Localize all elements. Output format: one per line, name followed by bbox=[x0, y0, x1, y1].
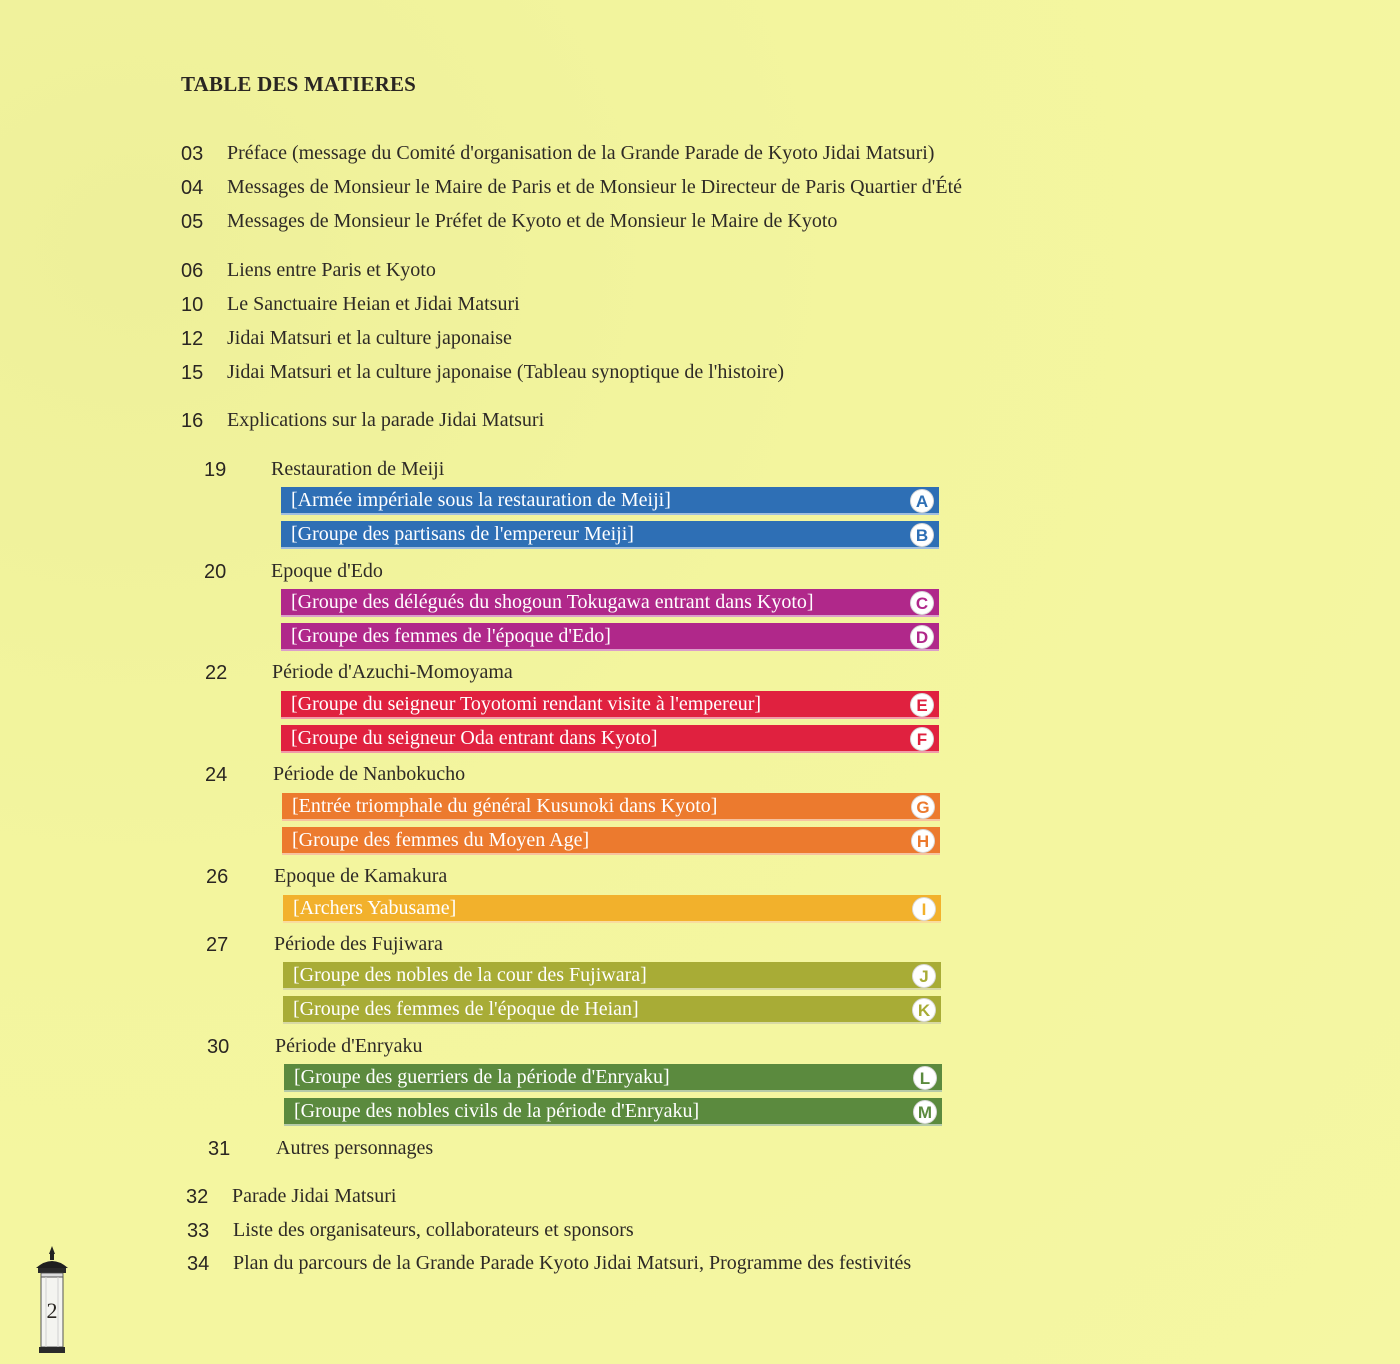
page-number: 32 bbox=[186, 1186, 209, 1208]
period-title: Epoque d'Edo bbox=[271, 560, 383, 582]
entry-title: Liens entre Paris et Kyoto bbox=[227, 259, 436, 281]
entry-title: Messages de Monsieur le Maire de Paris et de Monsieur le Directeur de Paris Quartier d'Été bbox=[227, 176, 963, 198]
page-number: 27 bbox=[206, 934, 229, 956]
group-bar-a[interactable] bbox=[281, 487, 939, 515]
group-bar-j[interactable] bbox=[283, 962, 941, 990]
entry-title: Parade Jidai Matsuri bbox=[232, 1185, 397, 1207]
group-label: [Groupe du seigneur Oda entrant dans Kyoto] bbox=[291, 727, 658, 749]
page-number: 20 bbox=[204, 561, 227, 583]
group-bar-d[interactable] bbox=[281, 623, 939, 651]
page-number: 04 bbox=[181, 177, 204, 199]
group-label: [Groupe des délégués du shogoun Tokugawa entrant dans Kyoto] bbox=[291, 591, 814, 613]
group-label: [Groupe des partisans de l'empereur Meiji] bbox=[291, 523, 634, 545]
period-title: Période d'Enryaku bbox=[275, 1035, 423, 1057]
group-badge: I bbox=[912, 897, 936, 921]
group-label: [Armée impériale sous la restauration de Meiji] bbox=[291, 489, 671, 511]
entry-title: Jidai Matsuri et la culture japonaise bbox=[227, 327, 512, 349]
page-number: 33 bbox=[187, 1220, 210, 1242]
period-title: Autres personnages bbox=[276, 1137, 434, 1159]
page-number: 15 bbox=[181, 362, 204, 384]
group-label: [Groupe des guerriers de la période d'Enryaku] bbox=[294, 1066, 670, 1088]
page-title: TABLE DES MATIERES bbox=[181, 72, 417, 96]
group-label: [Entrée triomphale du général Kusunoki dans Kyoto] bbox=[292, 795, 718, 817]
entry-title: Plan du parcours de la Grande Parade Kyoto Jidai Matsuri, Programme des festivités bbox=[233, 1252, 912, 1274]
group-label: [Archers Yabusame] bbox=[293, 897, 457, 919]
group-badge: L bbox=[913, 1066, 937, 1090]
page-number: 06 bbox=[181, 260, 204, 282]
group-bar-i[interactable] bbox=[283, 895, 941, 923]
group-badge: F bbox=[910, 727, 934, 751]
page-number-label: 2 bbox=[46, 1298, 58, 1323]
page-number: 24 bbox=[205, 764, 228, 786]
group-bar-h[interactable] bbox=[282, 827, 940, 855]
group-label: [Groupe des nobles de la cour des Fujiwara] bbox=[293, 964, 647, 986]
entry-title: Jidai Matsuri et la culture japonaise (Tableau synoptique de l'histoire) bbox=[227, 361, 785, 383]
group-label: [Groupe des femmes de l'époque d'Edo] bbox=[291, 625, 611, 647]
entry-title: Explications sur la parade Jidai Matsuri bbox=[227, 409, 545, 431]
group-bar-c[interactable] bbox=[281, 589, 939, 617]
group-label: [Groupe du seigneur Toyotomi rendant visite à l'empereur] bbox=[291, 693, 762, 715]
page-number: 22 bbox=[205, 662, 228, 684]
group-badge: E bbox=[910, 693, 934, 717]
group-badge: C bbox=[910, 591, 934, 615]
period-title: Période des Fujiwara bbox=[274, 933, 443, 955]
entry-title: Préface (message du Comité d'organisation de la Grande Parade de Kyoto Jidai Matsuri) bbox=[227, 142, 935, 164]
page-number: 31 bbox=[208, 1138, 231, 1160]
group-badge: H bbox=[911, 829, 935, 853]
period-title: Restauration de Meiji bbox=[271, 458, 445, 480]
group-bar-l[interactable] bbox=[284, 1064, 942, 1092]
group-label: [Groupe des nobles civils de la période d'Enryaku] bbox=[294, 1100, 700, 1122]
group-bar-e[interactable] bbox=[281, 691, 939, 719]
group-label: [Groupe des femmes du Moyen Age] bbox=[292, 829, 590, 851]
group-bar-g[interactable] bbox=[282, 793, 940, 821]
entry-title: Le Sanctuaire Heian et Jidai Matsuri bbox=[227, 293, 520, 315]
page-number: 34 bbox=[187, 1253, 210, 1275]
page-number: 30 bbox=[207, 1036, 230, 1058]
group-bar-k[interactable] bbox=[283, 996, 941, 1024]
page-number: 16 bbox=[181, 410, 204, 432]
page-number: 05 bbox=[181, 211, 204, 233]
group-badge: K bbox=[912, 998, 936, 1022]
group-badge: A bbox=[910, 489, 934, 513]
period-title: Période d'Azuchi-Momoyama bbox=[272, 661, 513, 683]
lantern-page-marker bbox=[30, 1244, 74, 1356]
group-bar-m[interactable] bbox=[284, 1098, 942, 1126]
page-number: 12 bbox=[181, 328, 204, 350]
group-bar-b[interactable] bbox=[281, 521, 939, 549]
period-title: Période de Nanbokucho bbox=[273, 763, 466, 785]
group-badge: M bbox=[913, 1100, 937, 1124]
group-badge: G bbox=[911, 795, 935, 819]
page-number: 26 bbox=[206, 866, 229, 888]
group-badge: B bbox=[910, 523, 934, 547]
group-badge: J bbox=[912, 964, 936, 988]
entry-title: Messages de Monsieur le Préfet de Kyoto et de Monsieur le Maire de Kyoto bbox=[227, 210, 838, 232]
group-bar-f[interactable] bbox=[281, 725, 939, 753]
page-number: 03 bbox=[181, 143, 204, 165]
entry-title: Liste des organisateurs, collaborateurs et sponsors bbox=[233, 1219, 634, 1241]
period-title: Epoque de Kamakura bbox=[274, 865, 448, 887]
lantern-icon bbox=[30, 1244, 74, 1356]
group-badge: D bbox=[910, 625, 934, 649]
page-number: 19 bbox=[204, 459, 227, 481]
group-label: [Groupe des femmes de l'époque de Heian] bbox=[293, 998, 639, 1020]
page-number: 10 bbox=[181, 294, 204, 316]
